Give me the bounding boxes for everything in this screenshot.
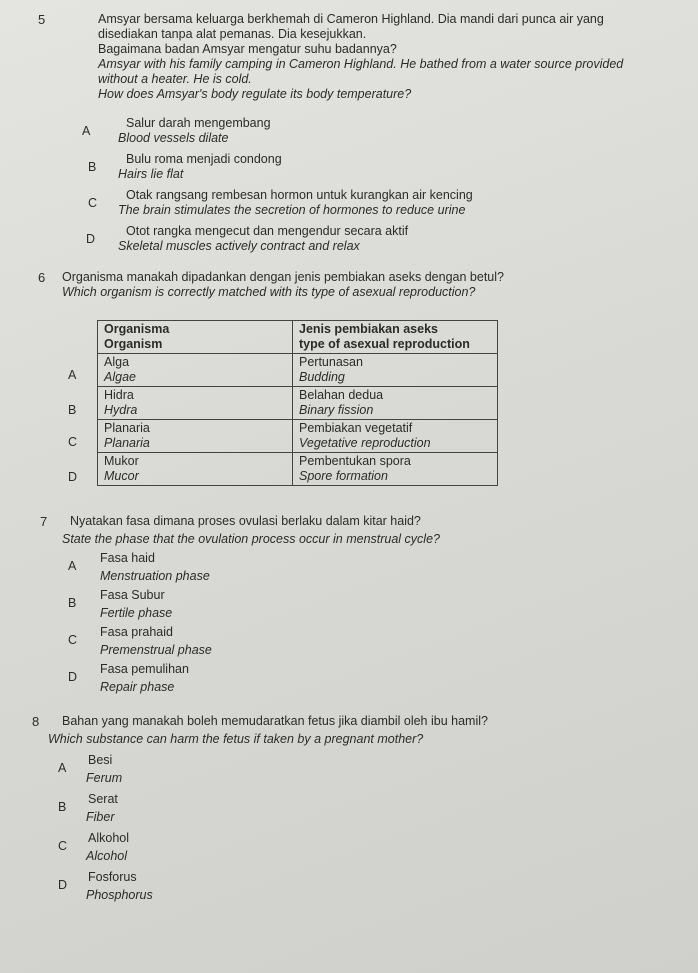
question-number: 6 bbox=[38, 270, 46, 285]
option-b[interactable] bbox=[18, 152, 680, 182]
option-c[interactable] bbox=[18, 188, 680, 218]
cell-en: Algae bbox=[104, 370, 136, 384]
option-letter: D bbox=[86, 232, 96, 246]
stem-ms: Bahan yang manakah boleh memudaratkan fetus jika diambil oleh ibu hamil? bbox=[62, 714, 488, 728]
stem-en-line: How does Amsyar's body regulate its body temperature? bbox=[98, 87, 412, 101]
cell-en: Vegetative reproduction bbox=[299, 436, 431, 450]
table-header-row bbox=[98, 321, 498, 354]
option-text-ms: Salur darah mengembang bbox=[126, 116, 271, 130]
option-text-ms: Fasa pemulihan bbox=[100, 662, 189, 676]
option-a[interactable] bbox=[18, 753, 680, 786]
stem-ms-line: Bagaimana badan Amsyar mengatur suhu badannya? bbox=[98, 42, 397, 56]
option-text-ms: Alkohol bbox=[88, 831, 129, 845]
stem-en: State the phase that the ovulation process occur in menstrual cycle? bbox=[62, 532, 440, 546]
stem-en-line: Amsyar with his family camping in Cameron Highland. He bathed from a water source provided bbox=[98, 57, 624, 71]
cell-en: Planaria bbox=[104, 436, 150, 450]
option-letter: A bbox=[82, 124, 91, 138]
option-text-ms: Fasa Subur bbox=[100, 588, 165, 602]
cell-en: Budding bbox=[299, 370, 345, 384]
cell-ms: Mukor bbox=[104, 454, 139, 468]
question-number: 5 bbox=[38, 12, 46, 27]
option-d[interactable] bbox=[18, 662, 680, 695]
type-cell bbox=[293, 354, 498, 387]
option-text-en: Alcohol bbox=[86, 849, 127, 863]
organism-table bbox=[97, 320, 498, 486]
option-text-ms: Besi bbox=[88, 753, 113, 767]
table-row bbox=[98, 354, 498, 387]
option-text-en: Fiber bbox=[86, 810, 115, 824]
stem-en-line: without a heater. He is cold. bbox=[98, 72, 252, 86]
stem-ms: Nyatakan fasa dimana proses ovulasi berlaku dalam kitar haid? bbox=[70, 514, 421, 528]
option-a[interactable] bbox=[18, 551, 680, 584]
option-text-ms: Fasa haid bbox=[100, 551, 155, 565]
table-row bbox=[98, 387, 498, 420]
option-text-en: Phosphorus bbox=[86, 888, 153, 902]
option-text-en: The brain stimulates the secretion of hormones to reduce urine bbox=[118, 203, 466, 217]
option-d[interactable] bbox=[18, 870, 680, 903]
type-cell bbox=[293, 453, 498, 486]
organism-cell bbox=[98, 420, 293, 453]
option-text-ms: Bulu roma menjadi condong bbox=[126, 152, 282, 166]
option-text-ms: Otak rangsang rembesan hormon untuk kurangkan air kencing bbox=[126, 188, 473, 202]
organism-cell bbox=[98, 453, 293, 486]
stem-en: Which organism is correctly matched with its type of asexual reproduction? bbox=[62, 285, 476, 299]
option-b[interactable] bbox=[18, 792, 680, 825]
table-row bbox=[98, 420, 498, 453]
option-text-ms: Fosforus bbox=[88, 870, 137, 884]
option-c[interactable] bbox=[18, 625, 680, 658]
option-letter: B bbox=[68, 596, 77, 610]
question-8 bbox=[18, 714, 680, 903]
header-en: type of asexual reproduction bbox=[299, 337, 470, 351]
cell-ms: Alga bbox=[104, 355, 130, 369]
option-text-ms: Serat bbox=[88, 792, 118, 806]
type-cell bbox=[293, 420, 498, 453]
cell-en: Hydra bbox=[104, 403, 138, 417]
stem-en: Which substance can harm the fetus if taken by a pregnant mother? bbox=[48, 732, 424, 746]
question-7 bbox=[18, 514, 680, 695]
stem-ms-line: Amsyar bersama keluarga berkhemah di Cameron Highland. Dia mandi dari punca air yang bbox=[98, 12, 604, 26]
organism-cell bbox=[98, 387, 293, 420]
option-text-en: Fertile phase bbox=[100, 606, 173, 620]
cell-en: Spore formation bbox=[299, 469, 388, 483]
option-text-en: Hairs lie flat bbox=[118, 167, 184, 181]
row-letter-d[interactable]: D bbox=[68, 470, 78, 484]
option-text-en: Repair phase bbox=[100, 680, 175, 694]
option-letter: C bbox=[88, 196, 98, 210]
option-letter: C bbox=[58, 839, 68, 853]
cell-ms: Hidra bbox=[104, 388, 134, 402]
option-text-en: Blood vessels dilate bbox=[118, 131, 229, 145]
cell-ms: Pertunasan bbox=[299, 355, 363, 369]
organism-cell bbox=[98, 354, 293, 387]
type-cell bbox=[293, 387, 498, 420]
question-5 bbox=[18, 12, 680, 254]
option-letter: A bbox=[58, 761, 67, 775]
question-number: 8 bbox=[32, 714, 40, 729]
option-letter: D bbox=[68, 670, 78, 684]
question-number: 7 bbox=[40, 514, 48, 529]
header-en: Organism bbox=[104, 337, 163, 351]
row-letter-c[interactable]: C bbox=[68, 435, 78, 449]
cell-ms: Pembentukan spora bbox=[299, 454, 411, 468]
header-ms: Jenis pembiakan aseks bbox=[299, 322, 438, 336]
option-text-en: Premenstrual phase bbox=[100, 643, 212, 657]
option-letter: B bbox=[58, 800, 67, 814]
option-a[interactable] bbox=[18, 116, 680, 146]
cell-ms: Planaria bbox=[104, 421, 150, 435]
option-text-ms: Otot rangka mengecut dan mengendur secara aktif bbox=[126, 224, 409, 238]
header-reproduction-type bbox=[293, 321, 498, 354]
option-letter: C bbox=[68, 633, 78, 647]
option-b[interactable] bbox=[18, 588, 680, 621]
cell-ms: Belahan dedua bbox=[299, 388, 384, 402]
header-organism bbox=[98, 321, 293, 354]
row-letter-b[interactable]: B bbox=[68, 403, 77, 417]
option-letter: B bbox=[88, 160, 97, 174]
cell-en: Mucor bbox=[104, 469, 139, 483]
cell-ms: Pembiakan vegetatif bbox=[299, 421, 413, 435]
option-text-en: Ferum bbox=[86, 771, 123, 785]
stem-ms-line: disediakan tanpa alat pemanas. Dia kesejukkan. bbox=[98, 27, 367, 41]
option-text-ms: Fasa prahaid bbox=[100, 625, 173, 639]
question-6 bbox=[18, 270, 680, 300]
option-d[interactable] bbox=[18, 224, 680, 254]
row-letter-a[interactable]: A bbox=[68, 368, 77, 382]
header-ms: Organisma bbox=[104, 322, 170, 336]
option-letter: A bbox=[68, 559, 77, 573]
option-c[interactable] bbox=[18, 831, 680, 864]
cell-en: Binary fission bbox=[299, 403, 374, 417]
table-row bbox=[98, 453, 498, 486]
option-text-en: Skeletal muscles actively contract and relax bbox=[118, 239, 360, 253]
option-letter: D bbox=[58, 878, 68, 892]
option-text-en: Menstruation phase bbox=[100, 569, 210, 583]
stem-ms: Organisma manakah dipadankan dengan jenis pembiakan aseks dengan betul? bbox=[62, 270, 504, 284]
